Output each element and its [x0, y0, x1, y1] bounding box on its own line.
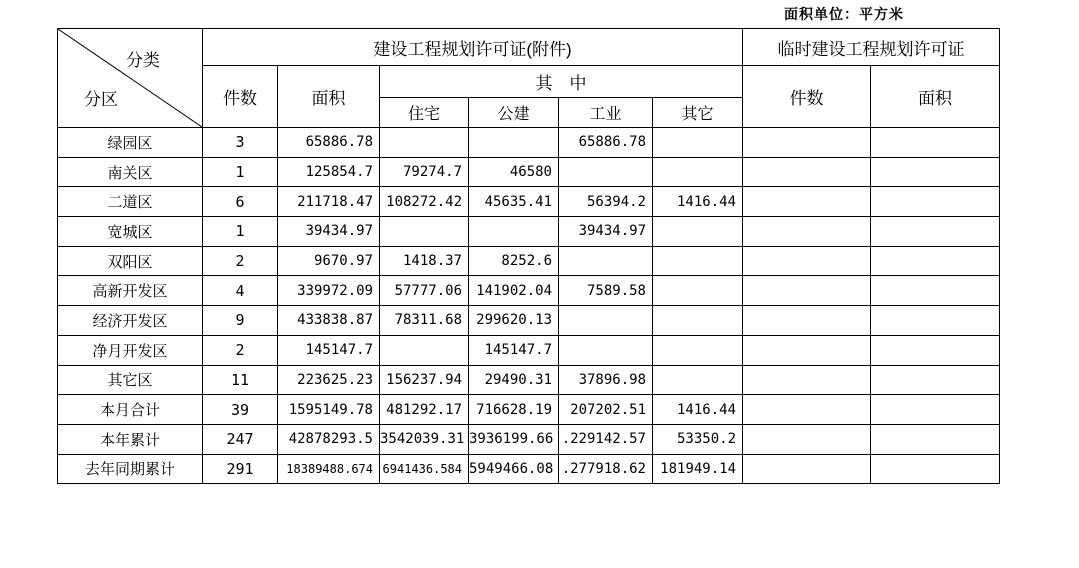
residential-cell: 79274.7 [380, 157, 469, 187]
temp-count-cell [743, 128, 871, 158]
other-cell: 53350.2 [653, 424, 743, 454]
area-cell: 339972.09 [278, 276, 380, 306]
count-cell: 2 [203, 335, 278, 365]
corner-label-category: 分类 [126, 51, 160, 70]
residential-cell [380, 128, 469, 158]
residential-cell [380, 335, 469, 365]
table-row [58, 424, 1000, 454]
public-building-column-header: 公建 [469, 98, 559, 128]
residential-cell [380, 217, 469, 247]
industrial-cell: 65886.78 [559, 128, 653, 158]
industrial-cell: .277918.62 [559, 454, 653, 484]
temp-permit-header: 临时建设工程规划许可证 [743, 29, 1000, 66]
residential-cell: 481292.17 [380, 395, 469, 425]
table-row [58, 365, 1000, 395]
district-cell: 本年累计 [58, 424, 203, 454]
area-cell: 1595149.78 [278, 395, 380, 425]
among-which-header: 其 中 [380, 66, 743, 98]
area-cell: 9670.97 [278, 246, 380, 276]
public-building-cell: 141902.04 [469, 276, 559, 306]
district-cell: 双阳区 [58, 246, 203, 276]
district-cell: 高新开发区 [58, 276, 203, 306]
public-building-cell: 716628.19 [469, 395, 559, 425]
other-cell [653, 276, 743, 306]
temp-count-cell [743, 395, 871, 425]
industrial-cell [559, 306, 653, 336]
industrial-cell: 7589.58 [559, 276, 653, 306]
area-cell: 42878293.5 [278, 424, 380, 454]
count-cell: 247 [203, 424, 278, 454]
temp-count-cell [743, 276, 871, 306]
temp-area-cell [871, 306, 1000, 336]
temp-area-column-header: 面积 [871, 66, 1000, 128]
district-cell: 净月开发区 [58, 335, 203, 365]
temp-count-cell [743, 306, 871, 336]
temp-area-cell [871, 246, 1000, 276]
temp-area-cell [871, 187, 1000, 217]
count-cell: 2 [203, 246, 278, 276]
temp-count-column-header: 件数 [743, 66, 871, 128]
public-building-cell: 46580 [469, 157, 559, 187]
area-cell: 39434.97 [278, 217, 380, 247]
area-cell: 65886.78 [278, 128, 380, 158]
count-column-header: 件数 [203, 66, 278, 128]
temp-area-cell [871, 424, 1000, 454]
public-building-cell: 45635.41 [469, 187, 559, 217]
temp-area-cell [871, 335, 1000, 365]
table-row [58, 157, 1000, 187]
temp-count-cell [743, 246, 871, 276]
district-cell: 经济开发区 [58, 306, 203, 336]
residential-cell: 6941436.584 [380, 454, 469, 484]
table-header [58, 29, 1000, 128]
corner-label-district: 分区 [84, 90, 118, 109]
count-cell: 1 [203, 217, 278, 247]
temp-area-cell [871, 276, 1000, 306]
temp-area-cell [871, 157, 1000, 187]
temp-area-cell [871, 454, 1000, 484]
other-cell [653, 157, 743, 187]
district-cell: 南关区 [58, 157, 203, 187]
temp-count-cell [743, 365, 871, 395]
residential-column-header: 住宅 [380, 98, 469, 128]
table-row [58, 395, 1000, 425]
other-cell [653, 365, 743, 395]
other-cell [653, 246, 743, 276]
district-cell: 二道区 [58, 187, 203, 217]
permit-header: 建设工程规划许可证(附件) [203, 29, 743, 66]
other-cell [653, 306, 743, 336]
table-row [58, 335, 1000, 365]
industrial-cell [559, 246, 653, 276]
public-building-cell: 5949466.08 [469, 454, 559, 484]
table-row [58, 306, 1000, 336]
temp-count-cell [743, 217, 871, 247]
public-building-cell: 145147.7 [469, 335, 559, 365]
area-cell: 223625.23 [278, 365, 380, 395]
district-cell: 其它区 [58, 365, 203, 395]
temp-area-cell [871, 365, 1000, 395]
area-cell: 433838.87 [278, 306, 380, 336]
residential-cell: 57777.06 [380, 276, 469, 306]
public-building-cell [469, 128, 559, 158]
public-building-cell: 299620.13 [469, 306, 559, 336]
table-row [58, 187, 1000, 217]
industrial-column-header: 工业 [559, 98, 653, 128]
temp-count-cell [743, 454, 871, 484]
count-cell: 39 [203, 395, 278, 425]
permit-report-table [57, 28, 1000, 484]
industrial-cell: 39434.97 [559, 217, 653, 247]
district-cell: 本月合计 [58, 395, 203, 425]
temp-count-cell [743, 335, 871, 365]
residential-cell: 3542039.31 [380, 424, 469, 454]
area-cell: 211718.47 [278, 187, 380, 217]
count-cell: 6 [203, 187, 278, 217]
area-cell: 18389488.674 [278, 454, 380, 484]
count-cell: 1 [203, 157, 278, 187]
count-cell: 11 [203, 365, 278, 395]
other-cell: 181949.14 [653, 454, 743, 484]
industrial-cell: 37896.98 [559, 365, 653, 395]
temp-count-cell [743, 157, 871, 187]
diagonal-divider-line [58, 29, 202, 127]
area-cell: 145147.7 [278, 335, 380, 365]
residential-cell: 156237.94 [380, 365, 469, 395]
table-row [58, 246, 1000, 276]
public-building-cell: 3936199.66 [469, 424, 559, 454]
public-building-cell: 29490.31 [469, 365, 559, 395]
other-cell [653, 217, 743, 247]
area-column-header: 面积 [278, 66, 380, 128]
temp-area-cell [871, 217, 1000, 247]
industrial-cell: 56394.2 [559, 187, 653, 217]
residential-cell: 1418.37 [380, 246, 469, 276]
other-cell: 1416.44 [653, 395, 743, 425]
table-row [58, 454, 1000, 484]
table-row [58, 217, 1000, 247]
industrial-cell: .229142.57 [559, 424, 653, 454]
other-cell [653, 335, 743, 365]
corner-header-cell [58, 29, 203, 128]
public-building-cell: 8252.6 [469, 246, 559, 276]
other-cell: 1416.44 [653, 187, 743, 217]
district-cell: 宽城区 [58, 217, 203, 247]
temp-count-cell [743, 424, 871, 454]
area-unit-label: 面积单位：平方米 [784, 6, 904, 22]
public-building-cell [469, 217, 559, 247]
district-cell: 去年同期累计 [58, 454, 203, 484]
count-cell: 4 [203, 276, 278, 306]
residential-cell: 108272.42 [380, 187, 469, 217]
residential-cell: 78311.68 [380, 306, 469, 336]
count-cell: 3 [203, 128, 278, 158]
district-cell: 绿园区 [58, 128, 203, 158]
temp-area-cell [871, 395, 1000, 425]
table-body [58, 128, 1000, 484]
count-cell: 291 [203, 454, 278, 484]
industrial-cell: 207202.51 [559, 395, 653, 425]
count-cell: 9 [203, 306, 278, 336]
temp-area-cell [871, 128, 1000, 158]
industrial-cell [559, 157, 653, 187]
table-row [58, 128, 1000, 158]
temp-count-cell [743, 187, 871, 217]
other-cell [653, 128, 743, 158]
table-row [58, 276, 1000, 306]
other-column-header: 其它 [653, 98, 743, 128]
area-cell: 125854.7 [278, 157, 380, 187]
industrial-cell [559, 335, 653, 365]
